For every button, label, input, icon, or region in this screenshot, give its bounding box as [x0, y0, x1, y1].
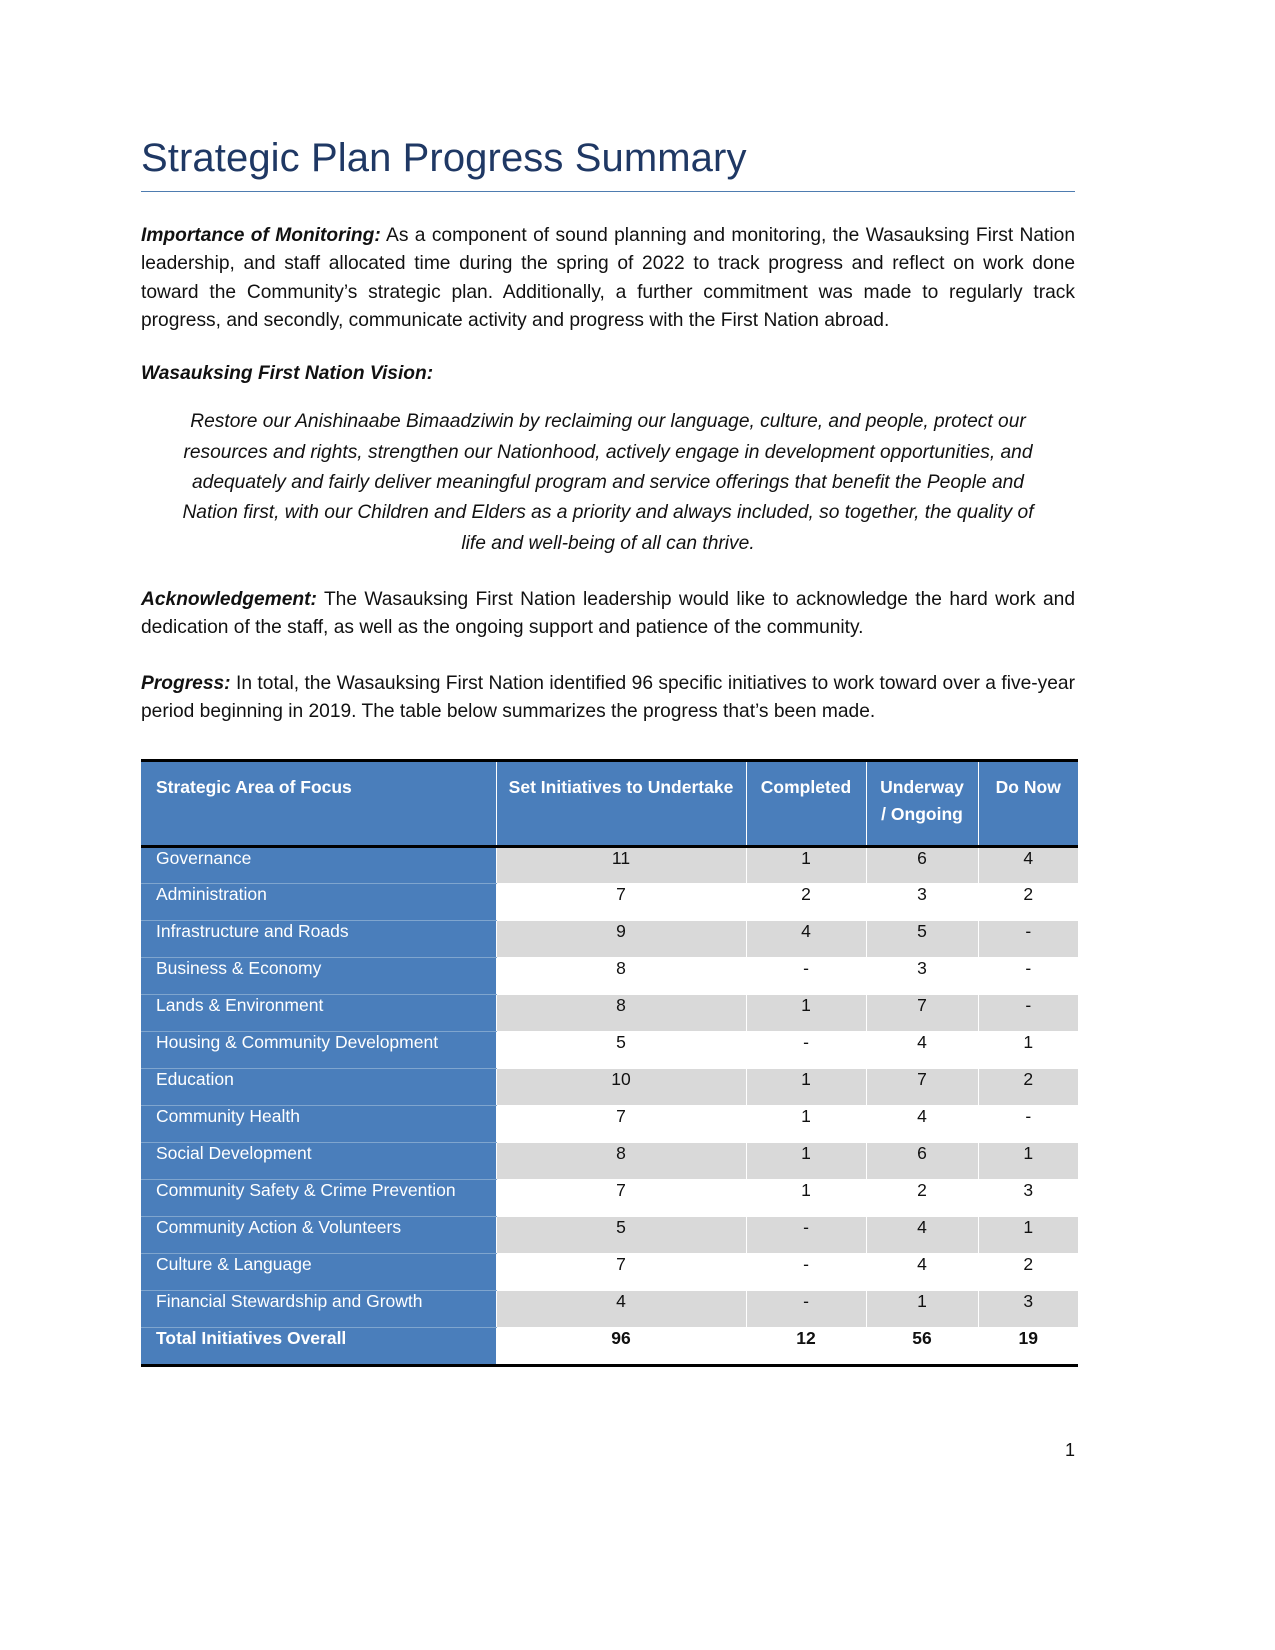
cell-set-initiatives: 5	[496, 1031, 746, 1068]
cell-do-now: -	[978, 957, 1078, 994]
table-row	[141, 1105, 1078, 1142]
cell-strategic-area-of-focus: Culture & Language	[141, 1253, 496, 1290]
cell-set-initiatives: 8	[496, 1142, 746, 1179]
cell-set-initiatives: 7	[496, 883, 746, 920]
cell-total-do-now: 19	[978, 1327, 1078, 1365]
cell-do-now: 3	[978, 1179, 1078, 1216]
column-header-underway-line1: Underway	[880, 776, 964, 797]
paragraph-importance-of-monitoring	[141, 222, 1075, 336]
cell-underway-ongoing: 4	[866, 1031, 978, 1068]
paragraph-acknowledgement	[141, 586, 1075, 643]
table-row	[141, 1216, 1078, 1253]
lead-in-acknowledgement: Acknowledgement:	[141, 589, 317, 611]
cell-underway-ongoing: 2	[866, 1179, 978, 1216]
cell-strategic-area-of-focus: Social Development	[141, 1142, 496, 1179]
vision-statement: Restore our Anishinaabe Bimaadziwin by reclaiming our language, culture, and people, protect our resources and rights, strengthen our Nationhood, actively engage in development opportunities, and adequately and fairly deliver meaningful program and service offerings that benefit the People and Nation first, with our Children and Elders as a priority and always included, so together, the quality of life and well-being of all can thrive.	[182, 411, 1034, 554]
cell-strategic-area-of-focus: Community Action & Volunteers	[141, 1216, 496, 1253]
cell-do-now: 1	[978, 1216, 1078, 1253]
table-row	[141, 846, 1078, 883]
cell-strategic-area-of-focus: Community Safety & Crime Prevention	[141, 1179, 496, 1216]
cell-underway-ongoing: 4	[866, 1105, 978, 1142]
cell-completed: 1	[746, 1068, 866, 1105]
column-header-underway-ongoing	[866, 760, 978, 846]
cell-completed: 1	[746, 846, 866, 883]
cell-completed: 2	[746, 883, 866, 920]
cell-do-now: 2	[978, 1068, 1078, 1105]
cell-do-now: 1	[978, 1142, 1078, 1179]
page-title: Strategic Plan Progress Summary	[141, 136, 747, 180]
cell-set-initiatives: 8	[496, 957, 746, 994]
cell-set-initiatives: 9	[496, 920, 746, 957]
paragraph-progress-text: In total, the Wasauksing First Nation identified 96 specific initiatives to work toward over a five-year period beginning in 2019. The table below summarizes the progress that’s been made.	[141, 672, 1075, 723]
cell-set-initiatives: 11	[496, 846, 746, 883]
table-header-row	[141, 760, 1078, 846]
cell-set-initiatives: 5	[496, 1216, 746, 1253]
table-row	[141, 1253, 1078, 1290]
cell-strategic-area-of-focus: Financial Stewardship and Growth	[141, 1290, 496, 1327]
table-row	[141, 1068, 1078, 1105]
paragraph-progress	[141, 670, 1075, 727]
cell-underway-ongoing: 6	[866, 1142, 978, 1179]
cell-completed: -	[746, 1290, 866, 1327]
table-row	[141, 920, 1078, 957]
paragraph-importance-of-monitoring-text: As a component of sound planning and monitoring, the Wasauksing First Nation leadership, and staff allocated time during the spring of 2022 to track progress and reflect on work done toward the Community’s strategic plan. Additionally, a further commitment was made to regularly track progress, and secondly, communicate activity and progress with the First Nation abroad.	[141, 224, 1075, 332]
cell-underway-ongoing: 1	[866, 1290, 978, 1327]
column-header-completed: Completed	[746, 760, 866, 846]
cell-do-now: -	[978, 994, 1078, 1031]
table-row	[141, 1142, 1078, 1179]
cell-completed: 1	[746, 1179, 866, 1216]
progress-table-container	[141, 759, 1078, 1367]
column-header-underway-line2: / Ongoing	[881, 803, 963, 824]
lead-in-importance-of-monitoring: Importance of Monitoring:	[141, 224, 381, 246]
cell-completed: -	[746, 957, 866, 994]
cell-underway-ongoing: 4	[866, 1216, 978, 1253]
cell-underway-ongoing: 5	[866, 920, 978, 957]
table-row	[141, 1290, 1078, 1327]
table-row	[141, 1031, 1078, 1068]
column-header-do-now: Do Now	[978, 760, 1078, 846]
heading-vision: Wasauksing First Nation Vision:	[141, 363, 434, 385]
table-row	[141, 957, 1078, 994]
cell-strategic-area-of-focus: Administration	[141, 883, 496, 920]
table-row	[141, 883, 1078, 920]
cell-do-now: -	[978, 920, 1078, 957]
cell-total-underway-ongoing: 56	[866, 1327, 978, 1365]
cell-strategic-area-of-focus: Business & Economy	[141, 957, 496, 994]
cell-do-now: 3	[978, 1290, 1078, 1327]
table-head	[141, 760, 1078, 846]
cell-completed: -	[746, 1216, 866, 1253]
cell-total-label: Total Initiatives Overall	[141, 1327, 496, 1365]
cell-completed: 1	[746, 994, 866, 1031]
cell-strategic-area-of-focus: Housing & Community Development	[141, 1031, 496, 1068]
cell-strategic-area-of-focus: Lands & Environment	[141, 994, 496, 1031]
cell-set-initiatives: 8	[496, 994, 746, 1031]
cell-set-initiatives: 10	[496, 1068, 746, 1105]
cell-set-initiatives: 7	[496, 1105, 746, 1142]
cell-do-now: 2	[978, 883, 1078, 920]
cell-strategic-area-of-focus: Governance	[141, 846, 496, 883]
cell-completed: 1	[746, 1105, 866, 1142]
cell-underway-ongoing: 6	[866, 846, 978, 883]
table-body	[141, 846, 1078, 1365]
cell-do-now: 4	[978, 846, 1078, 883]
column-header-set-initiatives: Set Initiatives to Undertake	[496, 760, 746, 846]
cell-underway-ongoing: 7	[866, 1068, 978, 1105]
cell-underway-ongoing: 3	[866, 957, 978, 994]
cell-completed: 1	[746, 1142, 866, 1179]
column-header-strategic-area-of-focus: Strategic Area of Focus	[141, 760, 496, 846]
cell-completed: 4	[746, 920, 866, 957]
lead-in-progress: Progress:	[141, 672, 231, 694]
paragraph-acknowledgement-text: The Wasauksing First Nation leadership would like to acknowledge the hard work and dedication of the staff, as well as the ongoing support and patience of the community.	[141, 589, 1075, 639]
cell-set-initiatives: 4	[496, 1290, 746, 1327]
cell-do-now: 1	[978, 1031, 1078, 1068]
title-divider	[141, 191, 1075, 192]
cell-underway-ongoing: 3	[866, 883, 978, 920]
cell-completed: -	[746, 1031, 866, 1068]
cell-strategic-area-of-focus: Community Health	[141, 1105, 496, 1142]
cell-set-initiatives: 7	[496, 1253, 746, 1290]
cell-underway-ongoing: 7	[866, 994, 978, 1031]
cell-completed: -	[746, 1253, 866, 1290]
cell-do-now: -	[978, 1105, 1078, 1142]
table-row	[141, 994, 1078, 1031]
progress-summary-table	[141, 759, 1078, 1367]
cell-underway-ongoing: 4	[866, 1253, 978, 1290]
cell-set-initiatives: 7	[496, 1179, 746, 1216]
cell-do-now: 2	[978, 1253, 1078, 1290]
cell-total-set-initiatives: 96	[496, 1327, 746, 1365]
cell-strategic-area-of-focus: Education	[141, 1068, 496, 1105]
table-total-row	[141, 1327, 1078, 1365]
cell-strategic-area-of-focus: Infrastructure and Roads	[141, 920, 496, 957]
cell-total-completed: 12	[746, 1327, 866, 1365]
table-row	[141, 1179, 1078, 1216]
page-number: 1	[1064, 1440, 1075, 1460]
